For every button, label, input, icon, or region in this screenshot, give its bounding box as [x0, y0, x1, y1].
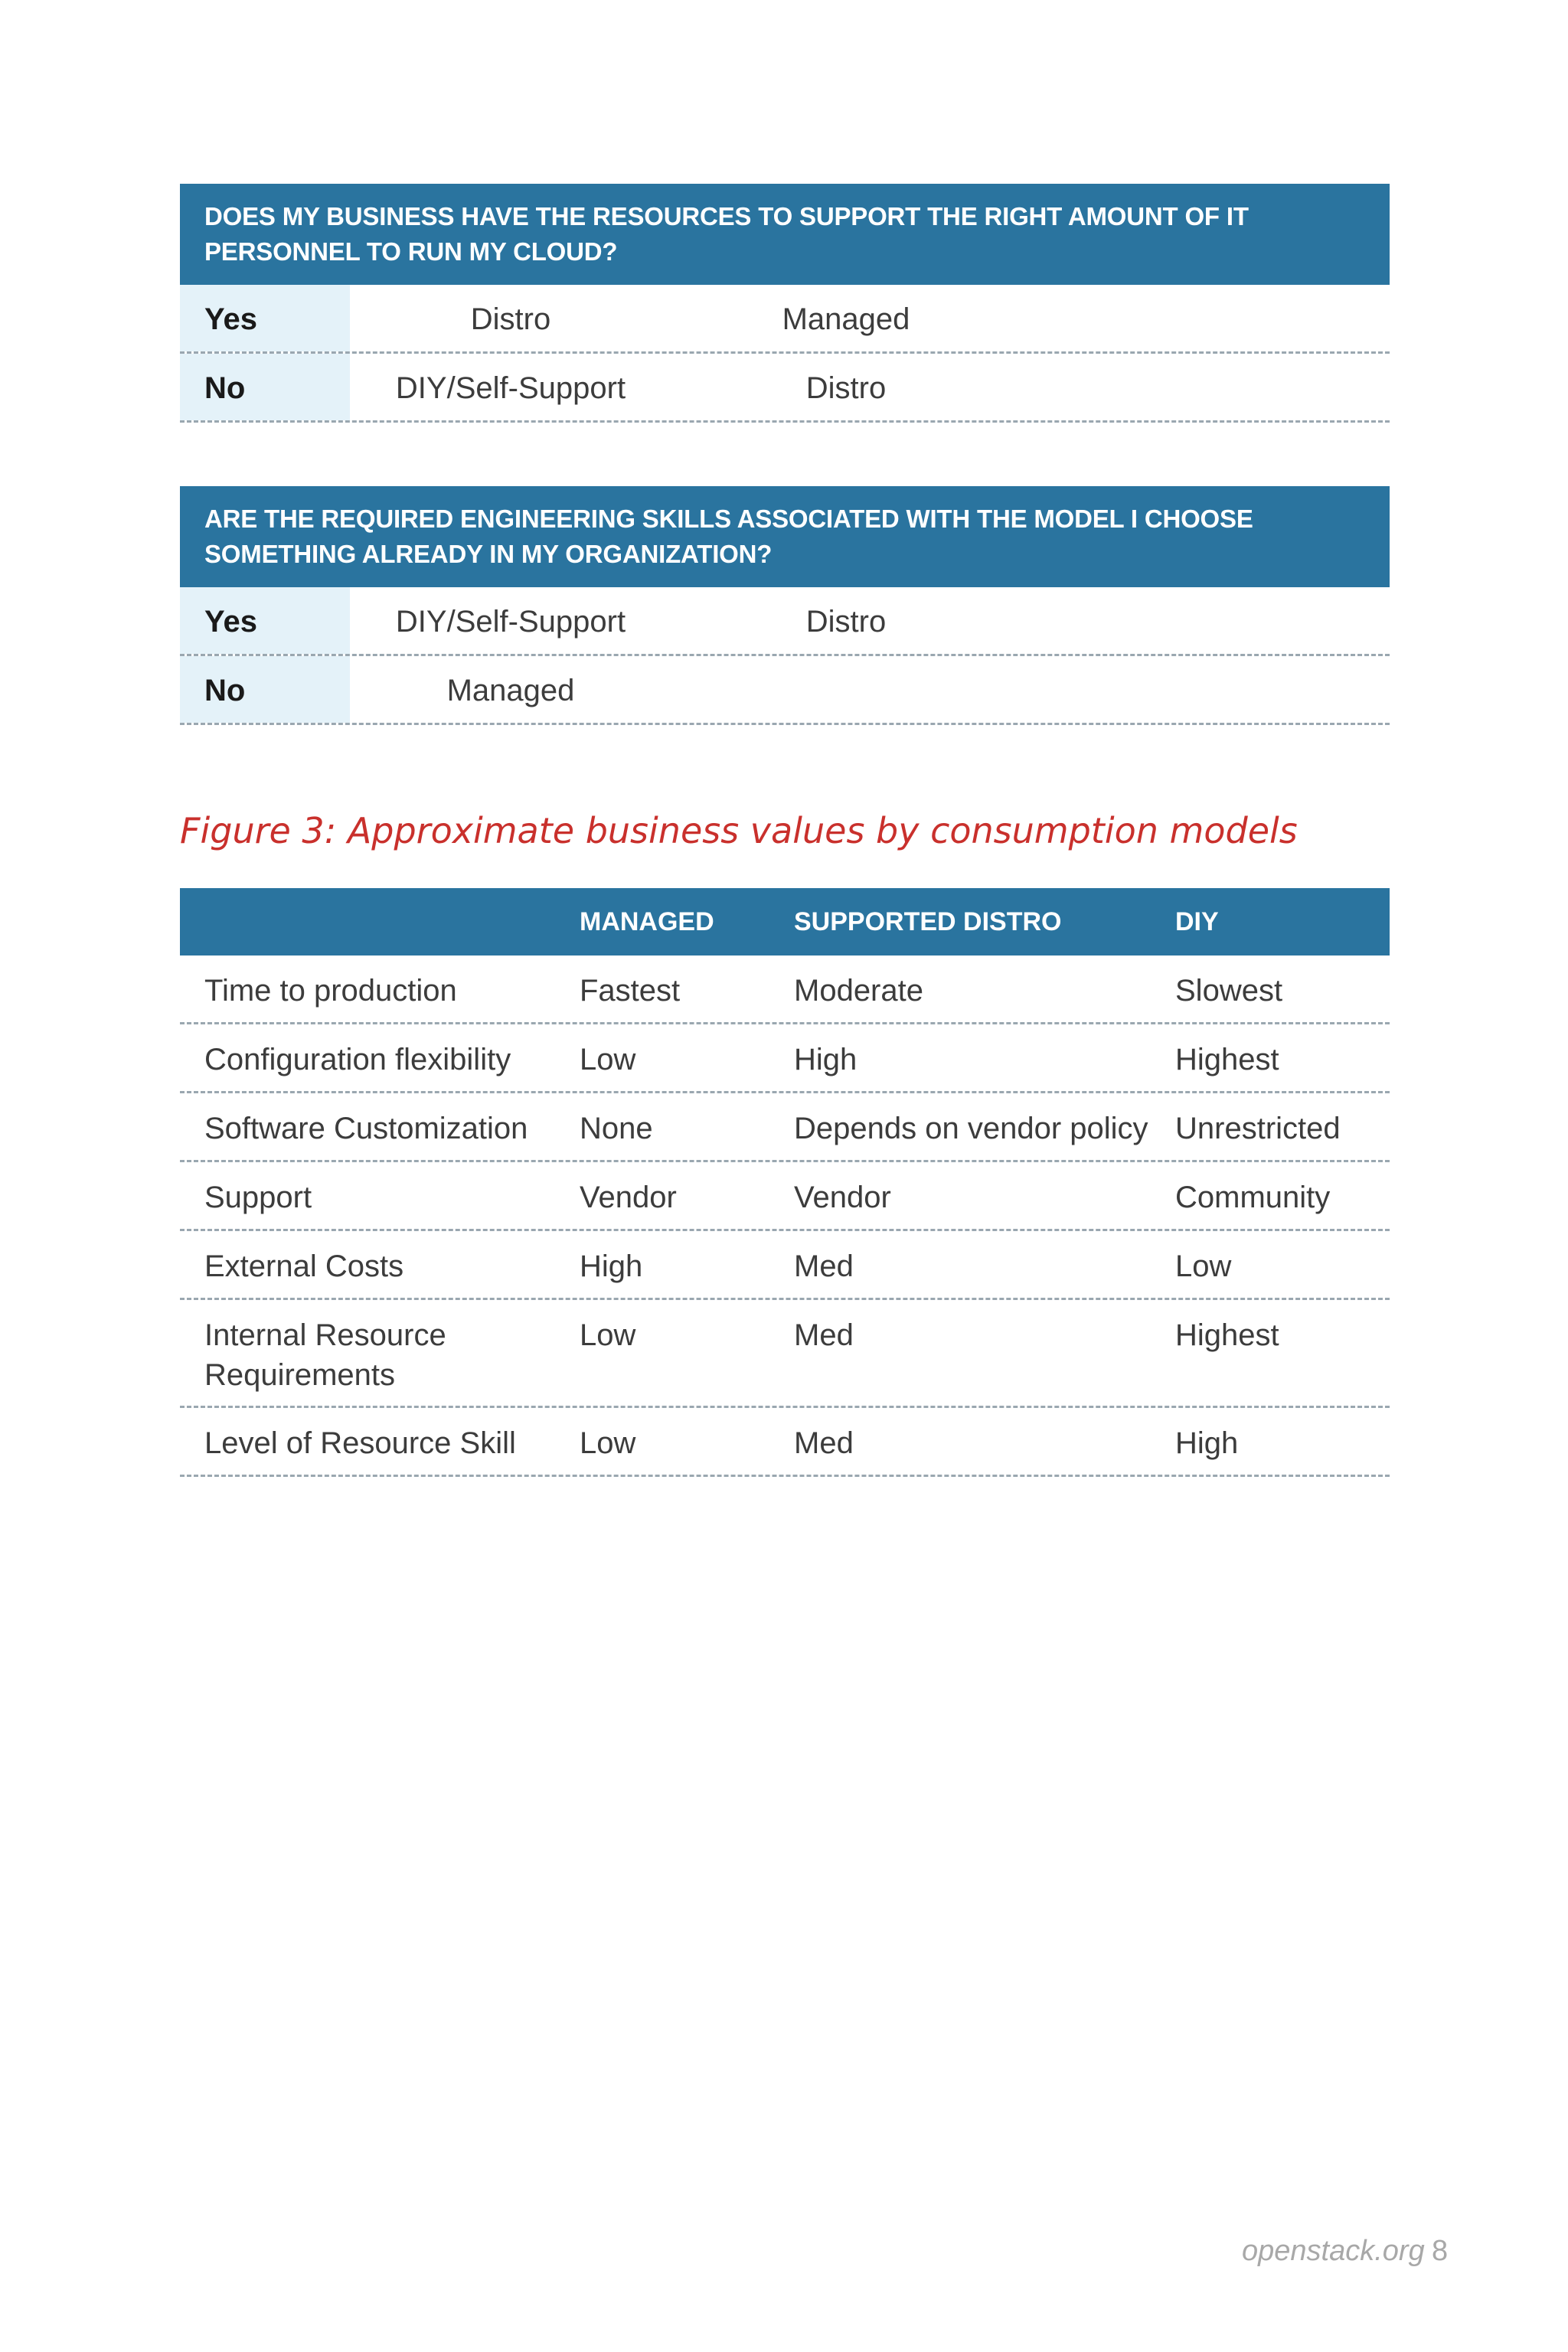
table-cell: DIY/Self-Support: [395, 605, 626, 639]
resources-decision-table: [180, 184, 1390, 423]
table-cell: Low: [580, 1043, 636, 1076]
table-row: [180, 1024, 1390, 1093]
table-row: [180, 956, 1390, 1024]
row-label: External Costs: [204, 1250, 404, 1283]
table-header-row: [180, 888, 1390, 956]
row-label: Level of Resource Skill: [204, 1426, 516, 1460]
table-row: [180, 285, 1390, 354]
table-cell: Med: [794, 1426, 854, 1460]
table-row: [180, 656, 1390, 725]
resources-question-header: DOES MY BUSINESS HAVE THE RESOURCES TO SUPPORT THE RIGHT AMOUNT OF IT PERSONNEL TO RUN MY CLOUD?: [180, 184, 1390, 285]
table-cell: Moderate: [794, 974, 923, 1008]
table-cell: High: [1175, 1426, 1239, 1460]
table-cell: Distro: [470, 302, 551, 336]
table-cell: Low: [580, 1426, 636, 1460]
table-cell: Highest: [1175, 1318, 1279, 1352]
table-cell: Managed: [446, 674, 575, 707]
row-label: Configuration flexibility: [204, 1043, 511, 1076]
table-row: [180, 1162, 1390, 1231]
column-header-supported-distro: SUPPORTED DISTRO: [794, 907, 1062, 936]
table-cell: Med: [794, 1318, 854, 1352]
figure-caption: Figure 3: Approximate business values by consumption models: [180, 810, 1298, 851]
row-label-yes: Yes: [180, 587, 350, 654]
table-cell: Low: [580, 1318, 636, 1352]
table-row: [180, 587, 1390, 656]
table-cell: DIY/Self-Support: [395, 371, 626, 405]
row-label: Internal Resource Requirements: [204, 1318, 446, 1392]
table-cell: High: [794, 1043, 858, 1076]
row-label-no: No: [180, 656, 350, 723]
table-cell: Fastest: [580, 974, 681, 1008]
table-cell: Highest: [1175, 1043, 1279, 1076]
table-cell: Distro: [805, 371, 887, 405]
table-cell: Managed: [782, 302, 910, 336]
row-label-no: No: [180, 354, 350, 420]
table-row: [180, 1300, 1390, 1408]
table-row: [180, 354, 1390, 423]
row-label: Support: [204, 1181, 312, 1214]
footer-site: openstack.org: [1242, 2235, 1425, 2267]
table-cell: Community: [1175, 1181, 1331, 1214]
table-row: [180, 1093, 1390, 1162]
table-row: [180, 1231, 1390, 1300]
table-cell: Slowest: [1175, 974, 1283, 1008]
table-cell: Unrestricted: [1175, 1112, 1341, 1145]
table-cell: Vendor: [580, 1181, 677, 1214]
table-cell: Distro: [805, 605, 887, 639]
business-values-table: [180, 888, 1390, 1477]
table-cell: None: [580, 1112, 653, 1145]
table-cell: Vendor: [794, 1181, 891, 1214]
row-label: Software Customization: [204, 1112, 528, 1145]
page-number: 8: [1432, 2235, 1449, 2267]
row-label-yes: Yes: [180, 285, 350, 351]
table-cell: Med: [794, 1250, 854, 1283]
table-cell: High: [580, 1250, 643, 1283]
column-header-diy: DIY: [1175, 907, 1219, 936]
skills-decision-table: [180, 486, 1390, 725]
row-label: Time to production: [204, 974, 457, 1008]
table-cell: Low: [1175, 1250, 1232, 1283]
skills-question-header: ARE THE REQUIRED ENGINEERING SKILLS ASSOCIATED WITH THE MODEL I CHOOSE SOMETHING ALREADY IN MY ORGANIZATION?: [180, 486, 1390, 587]
column-header-managed: MANAGED: [580, 907, 714, 936]
table-cell: Depends on vendor policy: [794, 1112, 1148, 1145]
table-row: [180, 1408, 1390, 1477]
